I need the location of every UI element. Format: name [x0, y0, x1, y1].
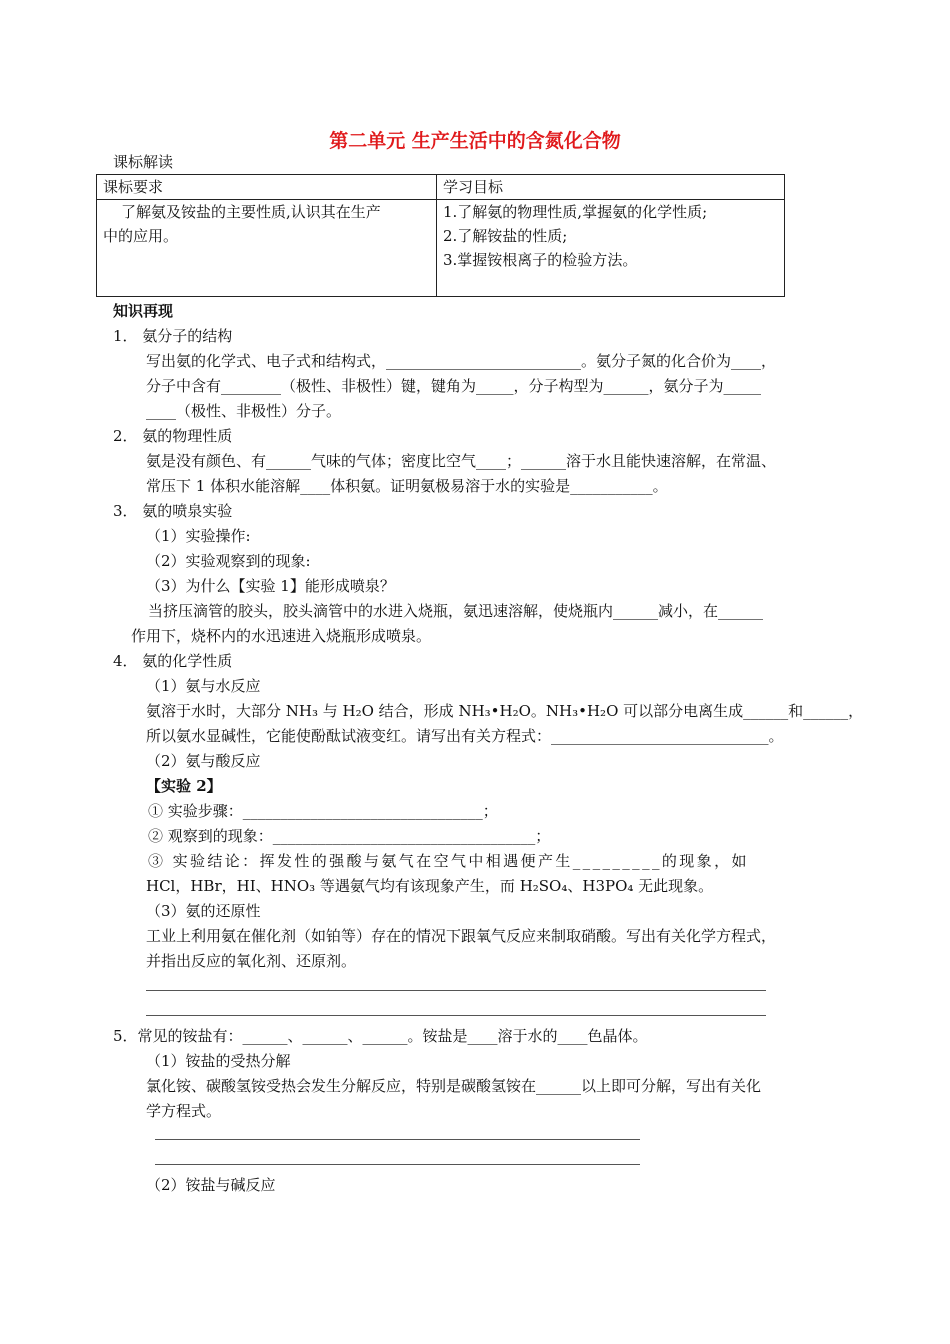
section-2-title: 2． 氨的物理性质 — [113, 427, 233, 445]
goal-item: 3.掌握铵根离子的检验方法。 — [443, 251, 638, 269]
knowledge-heading: 知识再现 — [113, 302, 174, 320]
section-4-line: 工业上利用氨在催化剂（如铂等）存在的情况下跟氧气反应来制取硝酸。写出有关化学方程式， — [146, 927, 777, 945]
experiment-answer: 作用下，烧杯内的水迅速进入烧瓶形成喷泉。 — [131, 627, 432, 645]
experiment-question: （3）为什么【实验 1】能形成喷泉？ — [146, 577, 395, 595]
answer-line — [155, 1139, 640, 1140]
subsection-title: （1）铵盐的受热分解 — [146, 1052, 291, 1070]
experiment-operation: （1）实验操作: — [146, 527, 251, 545]
section-4-title: 4． 氨的化学性质 — [113, 652, 233, 670]
goal-item: 1.了解氨的物理性质,掌握氨的化学性质; — [443, 203, 708, 221]
experiment-step: ② 观察到的现象：___________________________________； — [148, 827, 551, 845]
requirement-line: 了解氨及铵盐的主要性质,认识其在生产 — [121, 203, 381, 221]
curriculum-heading: 课标解读 — [113, 153, 174, 171]
experiment-2-label: 【实验 2】 — [146, 777, 222, 795]
experiment-answer: 当挤压滴管的胶头，胶头滴管中的水进入烧瓶，氨迅速溶解，使烧瓶内______减小，在______ — [148, 602, 764, 620]
section-1-title: 1． 氨分子的结构 — [113, 327, 233, 345]
section-5-line: 氯化铵、碳酸氢铵受热会发生分解反应，特别是碳酸氢铵在______以上即可分解，写出有关化 — [146, 1077, 762, 1095]
section-5-line: 学方程式。 — [146, 1102, 222, 1120]
experiment-observation: （2）实验观察到的现象: — [146, 552, 311, 570]
section-4-line: 并指出反应的氧化剂、还原剂。 — [146, 952, 357, 970]
section-2-line: 氨是没有颜色、有______气味的气体；密度比空气____；______溶于水且能快速溶解，在常温、 — [146, 452, 777, 470]
answer-line — [146, 990, 766, 991]
section-4-line: 氨溶于水时，大部分 NH₃ 与 H₂O 结合，形成 NH₃•H₂O。NH₃•H₂O 可以部分电离生成______和______， — [146, 702, 864, 720]
subsection-title: （2）铵盐与碱反应 — [146, 1176, 276, 1194]
requirement-line: 中的应用。 — [103, 227, 179, 245]
table-header-requirement: 课标要求 — [97, 175, 437, 200]
section-1-line: ____（极性、非极性）分子。 — [146, 402, 342, 420]
answer-line — [146, 1015, 766, 1016]
table-cell-goals — [437, 200, 785, 297]
section-1-line: 分子中含有________（极性、非极性）键，键角为_____，分子构型为______，氨分子为_____ — [146, 377, 762, 395]
subsection-title: （1）氨与水反应 — [146, 677, 261, 695]
table-cell-requirement — [97, 200, 437, 297]
curriculum-table — [96, 174, 785, 297]
subsection-title: （2）氨与酸反应 — [146, 752, 261, 770]
subsection-title: （3）氨的还原性 — [146, 902, 261, 920]
page-title: 第二单元 生产生活中的含氮化合物 — [329, 130, 621, 152]
table-header-goals: 学习目标 — [437, 175, 785, 200]
experiment-step: HCl，HBr，HI、HNO₃ 等遇氨气均有该现象产生，而 H₂SO₄、H3PO₄ 无此现象。 — [146, 877, 714, 895]
section-2-line: 常压下 1 体积水能溶解____体积氨。证明氨极易溶于水的实验是___________。 — [146, 477, 668, 495]
experiment-step: ① 实验步骤：________________________________； — [148, 802, 498, 820]
section-1-line: 写出氨的化学式、电子式和结构式，__________________________。氨分子氮的化合价为____， — [146, 352, 777, 370]
section-5-line: 5．常见的铵盐有：______、______、______。铵盐是____溶于水的____色晶体。 — [113, 1027, 648, 1045]
goal-item: 2.了解铵盐的性质; — [443, 227, 568, 245]
section-3-title: 3． 氨的喷泉实验 — [113, 502, 233, 520]
answer-line — [155, 1164, 640, 1165]
section-4-line: 所以氨水显碱性，它能使酚酞试液变红。请写出有关方程式：_____________________________。 — [146, 727, 784, 745]
experiment-step: ③ 实验结论：挥发性的强酸与氨气在空气中相遇便产生_________的现象，如 — [148, 852, 749, 870]
